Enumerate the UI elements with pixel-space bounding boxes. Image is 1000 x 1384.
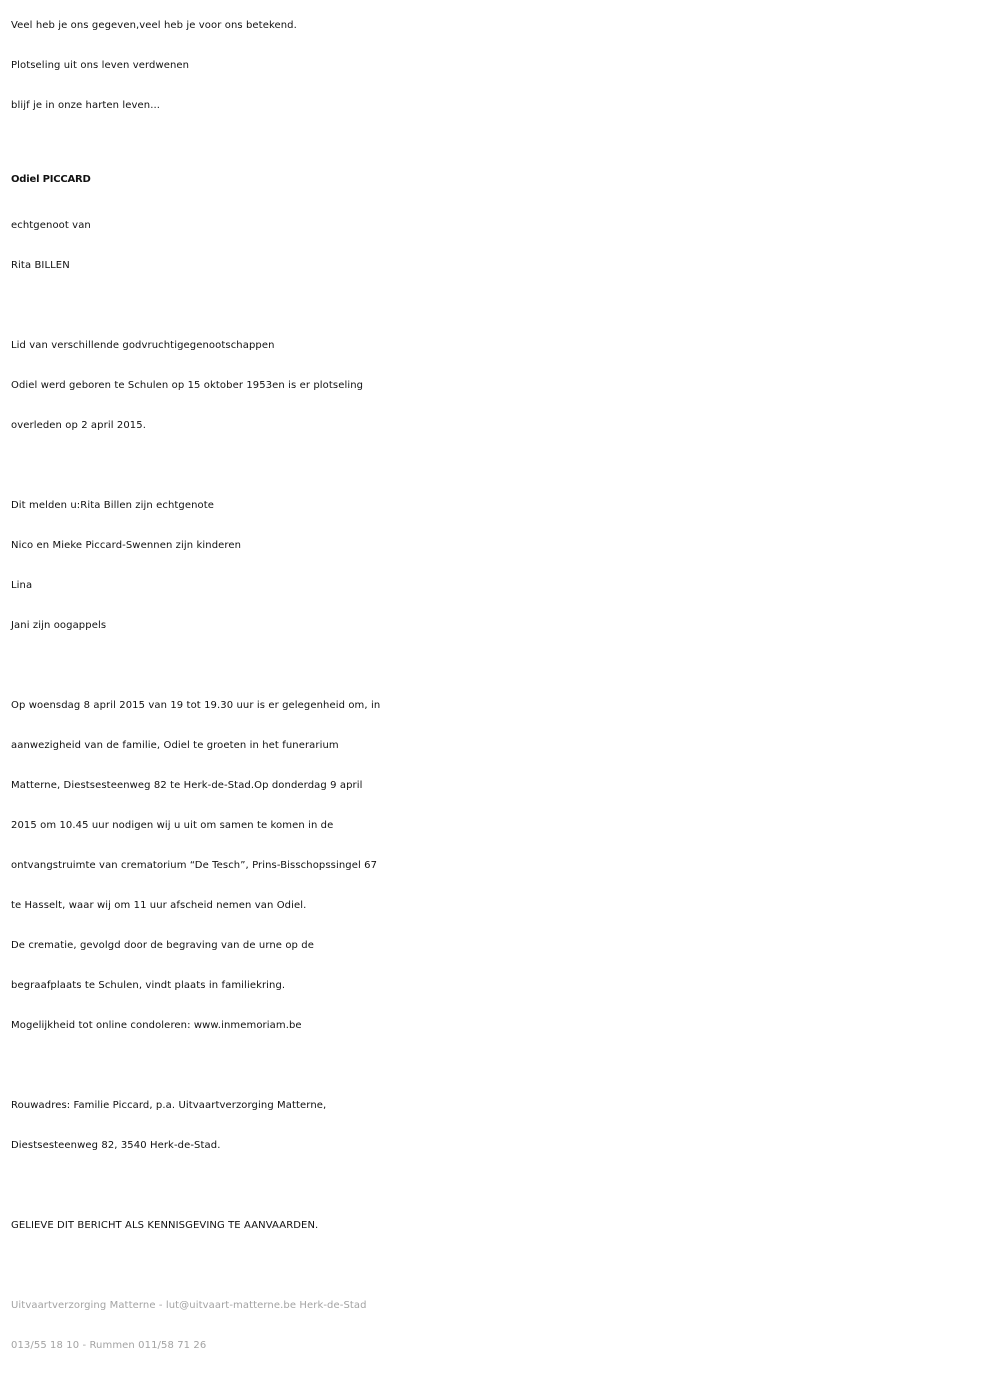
- footer-line: Uitvaartverzorging Matterne - lut@uitvaart-matterne.be Herk-de-Stad: [11, 1300, 367, 1311]
- ceremony-line: te Hasselt, waar wij om 11 uur afscheid nemen van Odiel.: [11, 900, 307, 911]
- spacer: [11, 1166, 991, 1206]
- notice-line: GELIEVE DIT BERICHT ALS KENNISGEVING TE AANVAARDEN.: [11, 1220, 319, 1231]
- motto-line: blijf je in onze harten leven...: [11, 100, 161, 111]
- bio-line: overleden op 2 april 2015.: [11, 420, 146, 431]
- ceremony-line: ontvangstruimte van crematorium “De Tesch”, Prins-Bisschopssingel 67: [11, 860, 378, 871]
- spacer: [11, 646, 991, 686]
- spouse-block: [11, 206, 991, 286]
- family-line: Nico en Mieke Piccard-Swennen zijn kinderen: [11, 540, 242, 551]
- bio-block: [11, 326, 991, 446]
- bio-line: Odiel werd geboren te Schulen op 15 oktober 1953en is er plotseling: [11, 380, 364, 391]
- spacer: [11, 446, 991, 486]
- ceremony-line: aanwezigheid van de familie, Odiel te groeten in het funerarium: [11, 740, 339, 751]
- motto-line: Plotseling uit ons leven verdwenen: [11, 60, 190, 71]
- motto-block: [11, 6, 991, 126]
- obituary-notice: [11, 6, 991, 1366]
- ceremony-line: De crematie, gevolgd door de begraving van de urne op de: [11, 940, 314, 951]
- spacer: [11, 1246, 991, 1286]
- spacer: [11, 1046, 991, 1086]
- ceremony-line: Op woensdag 8 april 2015 van 19 tot 19.30 uur is er gelegenheid om, in: [11, 700, 381, 711]
- address-block: [11, 1086, 991, 1166]
- spouse-line: echtgenoot van: [11, 220, 91, 231]
- footer-line: 013/55 18 10 - Rummen 011/58 71 26: [11, 1340, 207, 1351]
- family-line: Lina: [11, 580, 33, 591]
- condolence-line: Mogelijkheid tot online condoleren: www.inmemoriam.be: [11, 1020, 302, 1031]
- footer-block: [11, 1286, 991, 1366]
- spouse-line: Rita BILLEN: [11, 260, 70, 271]
- ceremony-block: [11, 686, 991, 1046]
- spacer: [11, 286, 991, 326]
- address-line: Rouwadres: Familie Piccard, p.a. Uitvaartverzorging Matterne,: [11, 1100, 327, 1111]
- ceremony-line: 2015 om 10.45 uur nodigen wij u uit om samen te komen in de: [11, 820, 334, 831]
- ceremony-line: Matterne, Diestsesteenweg 82 te Herk-de-Stad.Op donderdag 9 april: [11, 780, 363, 791]
- family-line: Dit melden u:Rita Billen zijn echtgenote: [11, 500, 215, 511]
- deceased-name: Odiel PICCARD: [11, 174, 91, 185]
- address-line: Diestsesteenweg 82, 3540 Herk-de-Stad.: [11, 1140, 221, 1151]
- family-block: [11, 486, 991, 646]
- bio-line: Lid van verschillende godvruchtigegenootschappen: [11, 340, 275, 351]
- motto-line: Veel heb je ons gegeven,veel heb je voor ons betekend.: [11, 20, 297, 31]
- family-line: Jani zijn oogappels: [11, 620, 107, 631]
- ceremony-line: begraafplaats te Schulen, vindt plaats in familiekring.: [11, 980, 286, 991]
